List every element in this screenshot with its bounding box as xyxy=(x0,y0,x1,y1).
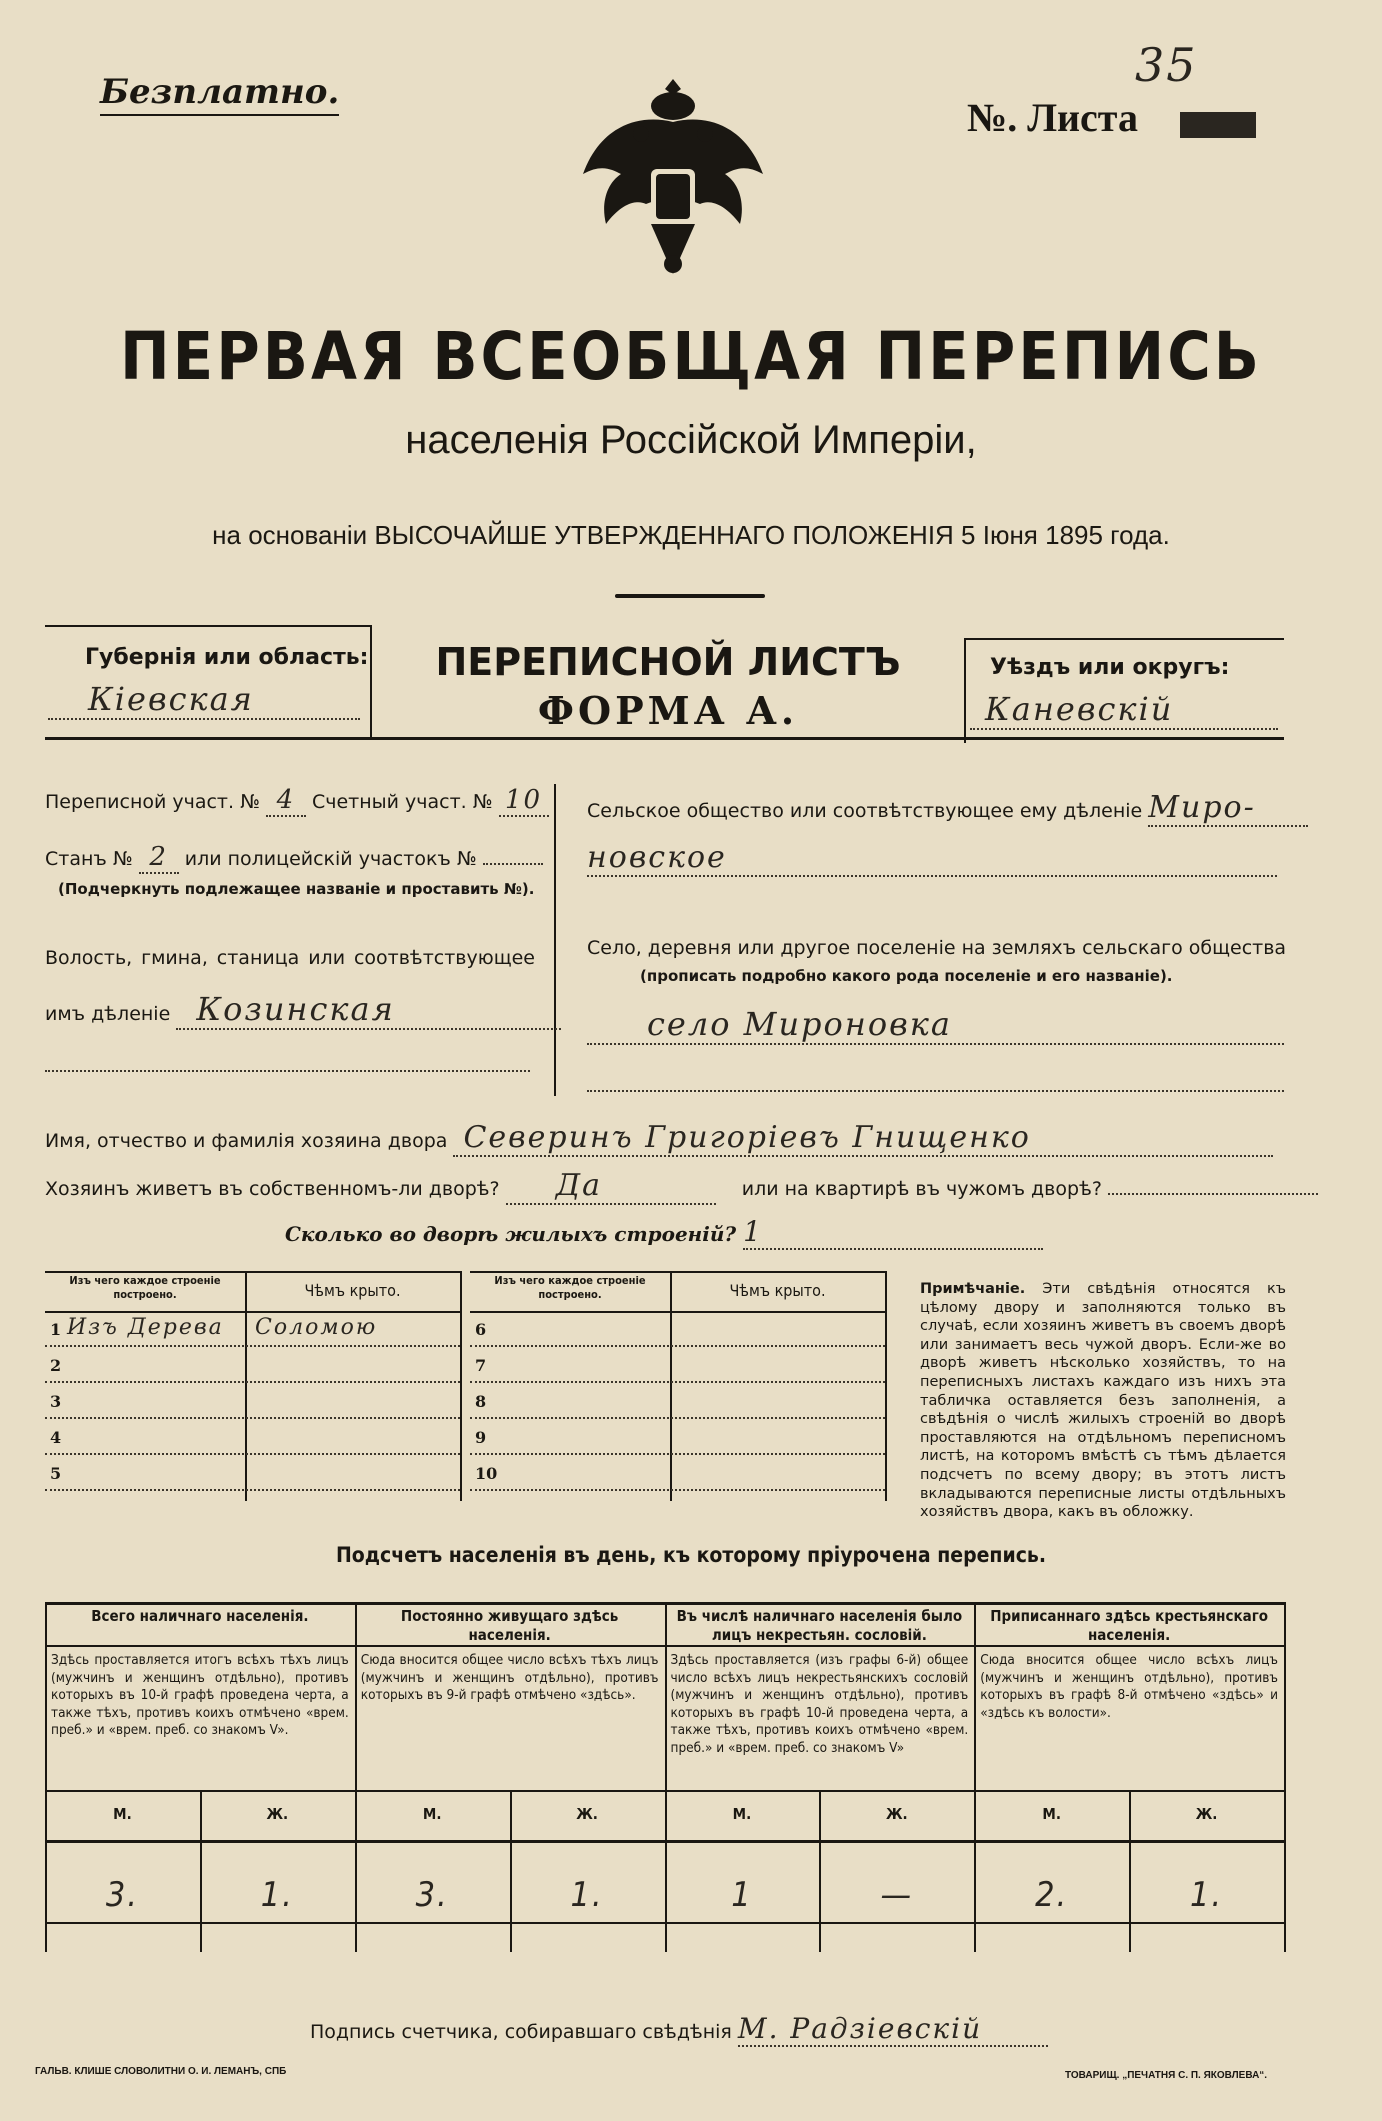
village-note: (прописать подробно какого рода поселеніе и его названіе). xyxy=(640,967,1173,985)
main-title: ПЕРВАЯ ВСЕОБЩАЯ ПЕРЕПИСЬ xyxy=(119,318,1263,395)
owner-line xyxy=(45,1120,1284,1157)
row-line xyxy=(45,1381,460,1383)
society-value-1: Миро- xyxy=(1148,790,1308,827)
census-sections xyxy=(45,785,543,817)
female-header: Ж. xyxy=(576,1805,598,1823)
district-value: Каневскій xyxy=(970,690,1278,730)
district-label: Уѣздъ или округъ: xyxy=(990,655,1230,680)
volost-label-2: имъ дѣленіе xyxy=(45,1003,171,1025)
count-col-header: Приписаннаго здѣсь крестьянскаго населенія. xyxy=(990,1607,1269,1644)
male-count: 3. xyxy=(415,1875,449,1915)
buildings-value: 1 xyxy=(743,1215,1043,1250)
note-text: Эти свѣдѣнія относятся къ цѣлому двору и заполняются только въ случаѣ, если хозяинъ живетъ въ своемъ дворѣ или занимаетъ весь чужой дворъ. Если-же во дворѣ живетъ нѣсколько хозяйствъ, то на переписныхъ листахъ каждаго изъ нихъ эта табличка оставляется безъ заполненія, а свѣдѣнія о числѣ жилыхъ строеній во дворѣ проставляются на отдѣльномъ переписномъ листѣ, на которомъ вмѣстѣ съ тѣмъ дѣлается подсчетъ по всему двору; въ этотъ листъ вкладываются переписные листы отдѣльныхъ хозяйствъ двора, какъ въ обложку. xyxy=(920,1281,1287,1521)
male-header: М. xyxy=(113,1805,132,1823)
census-section-label: Переписной участ. № xyxy=(45,791,260,813)
volost-value: Козинская xyxy=(176,990,561,1030)
table-rule xyxy=(45,1271,460,1273)
enumerator-signature: М. Радзiевскiй xyxy=(738,2012,1048,2047)
table-rule xyxy=(45,1311,460,1313)
owner-name-label: Имя, отчество и фамилія хозяина двора xyxy=(45,1130,448,1152)
free-label: Безплатно. xyxy=(100,72,339,116)
sheet-number-redaction xyxy=(1180,112,1256,138)
col-material-header: Изъ чего каждое строеніе построено. xyxy=(69,1274,221,1301)
note-head: Примѣчаніе. xyxy=(920,1281,1026,1297)
own-yard-label: Хозяинъ живетъ въ собственномъ-ли дворѣ? xyxy=(45,1178,500,1200)
stan-value: 2 xyxy=(139,842,179,874)
census-section-value: 4 xyxy=(266,785,306,817)
row-line xyxy=(45,1489,460,1491)
imperial-eagle-emblem xyxy=(581,74,765,284)
volost-label: Волость, гмина, станица или соотвѣтствующее xyxy=(45,947,535,969)
village-label: Село, деревня или другое поселеніе на земляхъ сельскаго общества xyxy=(587,937,1287,959)
male-count: 2. xyxy=(1035,1875,1069,1915)
form-title: ПЕРЕПИСНОЙ ЛИСТЪ xyxy=(435,640,901,684)
female-count: — xyxy=(880,1875,914,1915)
subtitle: населенія Россійской Имперіи, xyxy=(405,418,977,462)
village-value: село Мироновка xyxy=(587,1005,1284,1045)
row-line xyxy=(470,1489,885,1491)
buildings-note xyxy=(920,1280,1286,1522)
table-rule xyxy=(1284,1602,1286,1952)
ornament-divider xyxy=(615,594,765,598)
female-header: Ж. xyxy=(1195,1805,1218,1823)
row-number: 6 xyxy=(475,1320,487,1339)
society-label: Сельское общество или соотвѣтствующее ему дѣленіе xyxy=(587,800,1143,822)
row-number: 1 xyxy=(50,1320,62,1339)
table-rule xyxy=(885,1271,887,1501)
count-section-value: 10 xyxy=(499,785,549,817)
row-line xyxy=(470,1345,885,1347)
row-line xyxy=(470,1453,885,1455)
table-rule xyxy=(245,1271,247,1501)
female-count: 1. xyxy=(570,1875,604,1915)
female-count: 1. xyxy=(260,1875,294,1915)
stan-line xyxy=(45,842,535,874)
own-yard-line xyxy=(45,1168,1284,1205)
count-title: Подсчетъ населенія въ день, къ которому пріурочена перепись. xyxy=(335,1543,1047,1567)
table-rule xyxy=(470,1311,885,1313)
count-col-description: Здѣсь проставляется итогъ всѣхъ тѣхъ лицъ (мужчинъ и женщинъ отдѣльно), противъ которыхъ въ 10-й графѣ проведена черта, а также тѣхъ, противъ коихъ отмѣчено «врем. преб.» и «врем. преб. со знакомъ V». xyxy=(51,1652,349,1738)
rent-label: или на квартирѣ въ чужомъ дворѣ? xyxy=(741,1178,1102,1200)
owner-name-value: Северинъ Григорiевъ Гнищенко xyxy=(453,1120,1273,1157)
count-col-description: Здѣсь проставляется (изъ графы 6-й) общее число всѣхъ лицъ некрестьянскихъ сословій (мужчинъ и женщинъ отдѣльно), противъ которыхъ въ графѣ 10-й проведена черта, а также тѣхъ, противъ коихъ отмѣчено «врем. преб.» и «врем. преб. со знакомъ V» xyxy=(670,1652,969,1756)
row-line xyxy=(45,1453,460,1455)
col-material-header: Изъ чего каждое строеніе построено. xyxy=(494,1274,646,1301)
count-col-header: Въ числѣ наличнаго населенія было лицъ некрестьян. сословій. xyxy=(676,1607,963,1644)
legal-basis: на основаніи ВЫСОЧАЙШЕ УТВЕРЖДЕННАГО ПОЛОЖЕНІЯ 5 Іюня 1895 года. xyxy=(212,520,1170,550)
female-header: Ж. xyxy=(885,1805,908,1823)
count-col-description: Сюда вносится общее число всѣхъ тѣхъ лицъ (мужчинъ и женщинъ отдѣльно), противъ которыхъ въ 9-й графѣ отмѣчено «здѣсь». xyxy=(360,1652,659,1703)
female-count: 1. xyxy=(1189,1875,1224,1915)
row-line xyxy=(470,1417,885,1419)
row-line xyxy=(45,1345,460,1347)
row-number: 8 xyxy=(475,1392,487,1411)
buildings-line xyxy=(285,1215,1043,1250)
count-section-label: Счетный участ. № xyxy=(311,791,493,813)
underline-note: (Подчеркнуть подлежащее названіе и проставить №). xyxy=(58,880,535,898)
police-label: или полицейскій участокъ № xyxy=(184,848,477,870)
row-number: 2 xyxy=(50,1356,62,1375)
male-header: М. xyxy=(732,1805,752,1823)
province-label: Губернія или область: xyxy=(85,645,369,670)
male-header: М. xyxy=(1042,1805,1061,1823)
male-header: М. xyxy=(422,1805,442,1823)
signature-line xyxy=(310,2012,1048,2047)
female-header: Ж. xyxy=(266,1805,289,1823)
count-col-header: Постоянно живущаго здѣсь населенія. xyxy=(400,1607,619,1644)
sheet-number-value: 35 xyxy=(1135,38,1198,92)
row-roof: Соломою xyxy=(255,1315,378,1340)
male-count: 1 xyxy=(731,1875,753,1915)
row-line xyxy=(45,1417,460,1419)
table-rule xyxy=(460,1271,462,1501)
table-rule xyxy=(670,1271,672,1501)
male-count: 3. xyxy=(105,1875,140,1915)
form-subtitle: ФОРМА А. xyxy=(537,688,799,733)
row-number: 7 xyxy=(475,1356,487,1375)
society-line xyxy=(587,790,1284,827)
col-roof-header: Чѣмъ крыто. xyxy=(304,1281,401,1300)
stan-label: Станъ № xyxy=(45,848,133,870)
col-roof-header: Чѣмъ крыто. xyxy=(729,1281,826,1300)
row-number: 4 xyxy=(50,1428,62,1447)
buildings-label: Сколько во дворѣ жилыхъ строеній? xyxy=(285,1222,737,1246)
own-yard-value: Да xyxy=(506,1168,716,1205)
row-number: 5 xyxy=(50,1464,62,1483)
count-col-header: Всего наличнаго населенія. xyxy=(91,1607,309,1625)
society-value-2: новское xyxy=(587,840,1277,877)
count-col-description: Сюда вносится общее число всѣхъ лицъ (мужчинъ и женщинъ отдѣльно), противъ которыхъ въ графѣ 8-й отмѣчено «здѣсь» и «здѣсь къ волости». xyxy=(980,1652,1278,1721)
row-number: 3 xyxy=(50,1392,62,1411)
row-number: 10 xyxy=(475,1464,498,1483)
row-material: Изъ Дерева xyxy=(67,1315,224,1340)
row-number: 9 xyxy=(475,1428,487,1447)
printer-left: ГАЛЬВ. КЛИШЕ СЛОВОЛИТНИ О. И. ЛЕМАНЪ, СПБ xyxy=(35,2066,287,2077)
row-line xyxy=(470,1381,885,1383)
signature-label: Подпись счетчика, собиравшаго свѣдѣнія xyxy=(310,2021,732,2043)
table-rule xyxy=(470,1271,885,1273)
volost-line xyxy=(45,990,535,1030)
sheet-number-label: №. Листа xyxy=(967,95,1138,140)
province-value: Кіевская xyxy=(48,680,360,720)
printer-right: ТОВАРИЩ. „ПЕЧАТНЯ С. П. ЯКОВЛЕВА“. xyxy=(1065,2070,1268,2081)
